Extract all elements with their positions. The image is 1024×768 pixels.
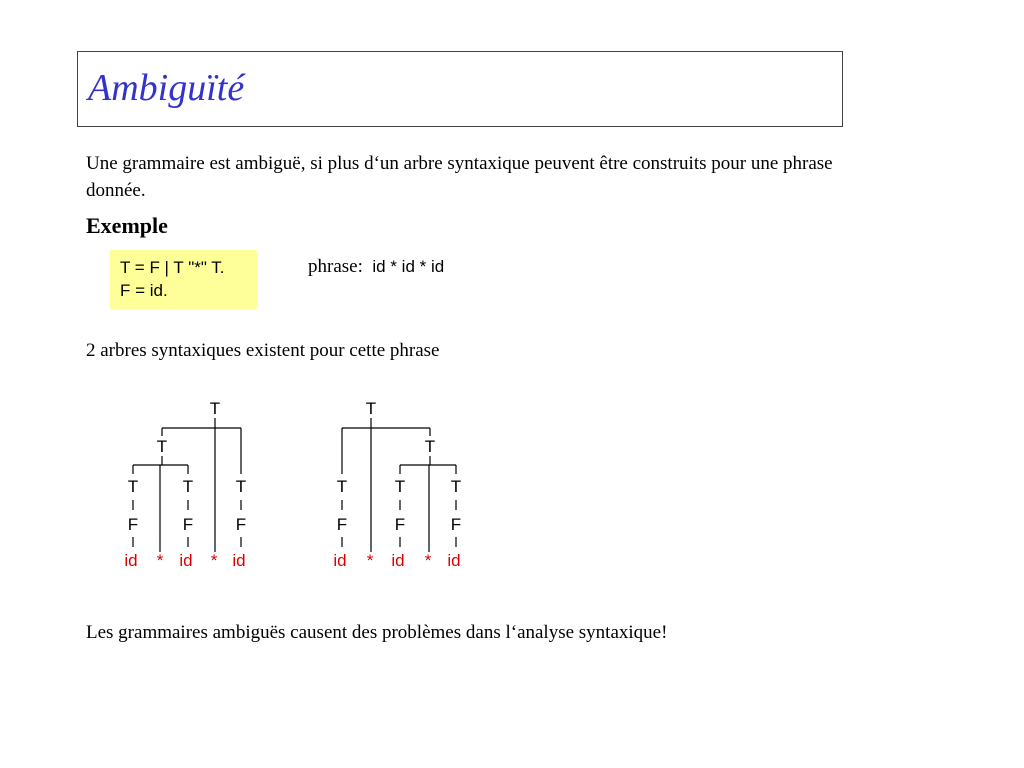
tree-node: T (365, 399, 377, 418)
token: * (424, 551, 432, 570)
tree-node: F (450, 515, 462, 534)
tree-node: T (424, 437, 436, 456)
token: id (232, 551, 246, 570)
tree-node: T (336, 477, 348, 496)
tree-node: T (394, 477, 406, 496)
token: id (391, 551, 405, 570)
tree-node: T (209, 399, 221, 418)
tree-node: T (450, 477, 462, 496)
example-heading: Exemple (86, 213, 168, 238)
parse-tree-1 (124, 399, 246, 570)
tree-node: T (156, 437, 168, 456)
tree-node: T (182, 477, 194, 496)
token: id (124, 551, 138, 570)
grammar-line: F = id. (120, 281, 168, 300)
token: id (447, 551, 461, 570)
token: id (333, 551, 347, 570)
token: * (366, 551, 374, 570)
token: * (156, 551, 164, 570)
tree-node: T (127, 477, 139, 496)
tree-node: F (394, 515, 406, 534)
slide-title: Ambiguïté (88, 67, 245, 109)
parse-tree-2 (333, 399, 461, 570)
phrase-label: phrase: (308, 256, 363, 277)
tree-node: F (182, 515, 194, 534)
grammar-line: T = F | T "*" T. (120, 258, 225, 277)
phrase-value: id * id * id (372, 257, 445, 276)
tree-node: T (235, 477, 247, 496)
conclusion-text: Les grammaires ambiguës causent des problèmes dans l‘analyse syntaxique! (86, 622, 668, 643)
token: * (210, 551, 218, 570)
tree-node: F (127, 515, 139, 534)
trees-intro: 2 arbres syntaxiques existent pour cette phrase (86, 340, 440, 361)
tree-node: F (336, 515, 348, 534)
definition-text: Une grammaire est ambiguë, si plus d‘un arbre syntaxique peuvent être construits pour une phrase donnée. (86, 153, 833, 201)
token: id (179, 551, 193, 570)
tree-node: F (235, 515, 247, 534)
